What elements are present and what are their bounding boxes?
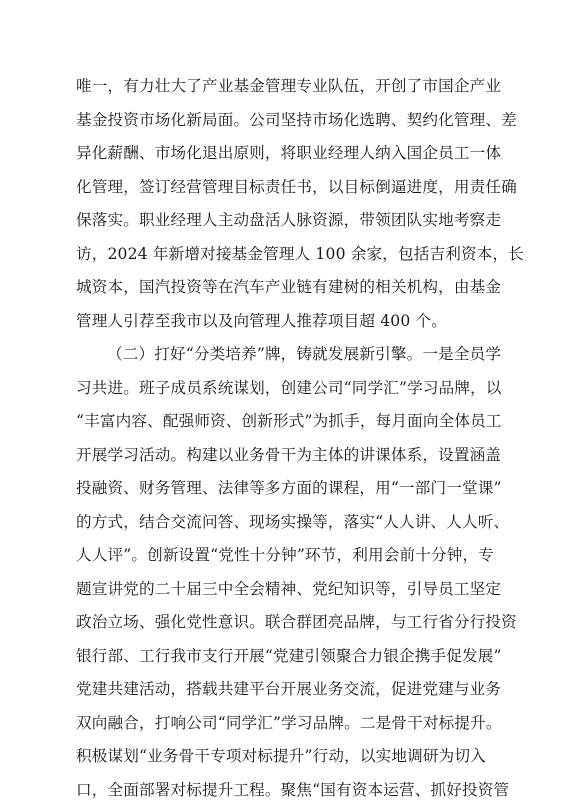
text-line: 积极谋划“业务骨干专项对标提升”行动，以实地调研为切入 — [76, 740, 508, 774]
text-line: 开展学习活动。构建以业务骨干为主体的讲课体系，设置涵盖 — [76, 439, 508, 473]
text-line: 异化薪酬、市场化退出原则，将职业经理人纳入国企员工一体 — [76, 137, 508, 171]
text-line: 管理人引荐至我市以及向管理人推荐项目超 400 个。 — [76, 305, 508, 339]
text-line: 双向融合，打响公司“同学汇”学习品牌。二是骨干对标提升。 — [76, 707, 508, 741]
text-line: 人人评”。创新设置“党性十分钟”环节，利用会前十分钟，专 — [76, 539, 508, 573]
text-line: 唯一，有力壮大了产业基金管理专业队伍，开创了市国企产业 — [76, 70, 508, 104]
body-text — [76, 70, 508, 807]
text-line: 访，2024 年新增对接基金管理人 100 余家，包括吉利资本，长 — [76, 238, 508, 272]
text-line: 题宣讲党的二十届三中全会精神、党纪知识等，引导员工坚定 — [76, 573, 508, 607]
text-line: 化管理，签订经营管理目标责任书，以目标倒逼进度，用责任确 — [76, 171, 508, 205]
text-line: 的方式，结合交流问答、现场实操等，落实“人人讲、人人听、 — [76, 506, 508, 540]
text-line: 城资本，国汽投资等在汽车产业链有建树的相关机构，由基金 — [76, 271, 508, 305]
text-line: 投融资、财务管理、法律等多方面的课程，用“一部门一堂课” — [76, 472, 508, 506]
text-line: 基金投资市场化新局面。公司坚持市场化选聘、契约化管理、差 — [76, 104, 508, 138]
text-line: “丰富内容、配强师资、创新形式”为抓手，每月面向全体员工 — [76, 405, 508, 439]
text-line: 保落实。职业经理人主动盘活人脉资源，带领团队实地考察走 — [76, 204, 508, 238]
text-line: 政治立场、强化党性意识。联合群团亮品牌，与工行省分行投资 — [76, 606, 508, 640]
text-line: 党建共建活动，搭载共建平台开展业务交流，促进党建与业务 — [76, 673, 508, 707]
text-line: 银行部、工行我市支行开展“党建引领聚合力银企携手促发展” — [76, 640, 508, 674]
section-heading-line: （二）打好“分类培养”牌，铸就发展新引擎。一是全员学 — [76, 338, 508, 372]
text-line: 口，全面部署对标提升工程。聚焦“国有资本运营、抓好投资管 — [76, 774, 508, 807]
text-line: 习共进。班子成员系统谋划，创建公司“同学汇”学习品牌，以 — [76, 372, 508, 406]
